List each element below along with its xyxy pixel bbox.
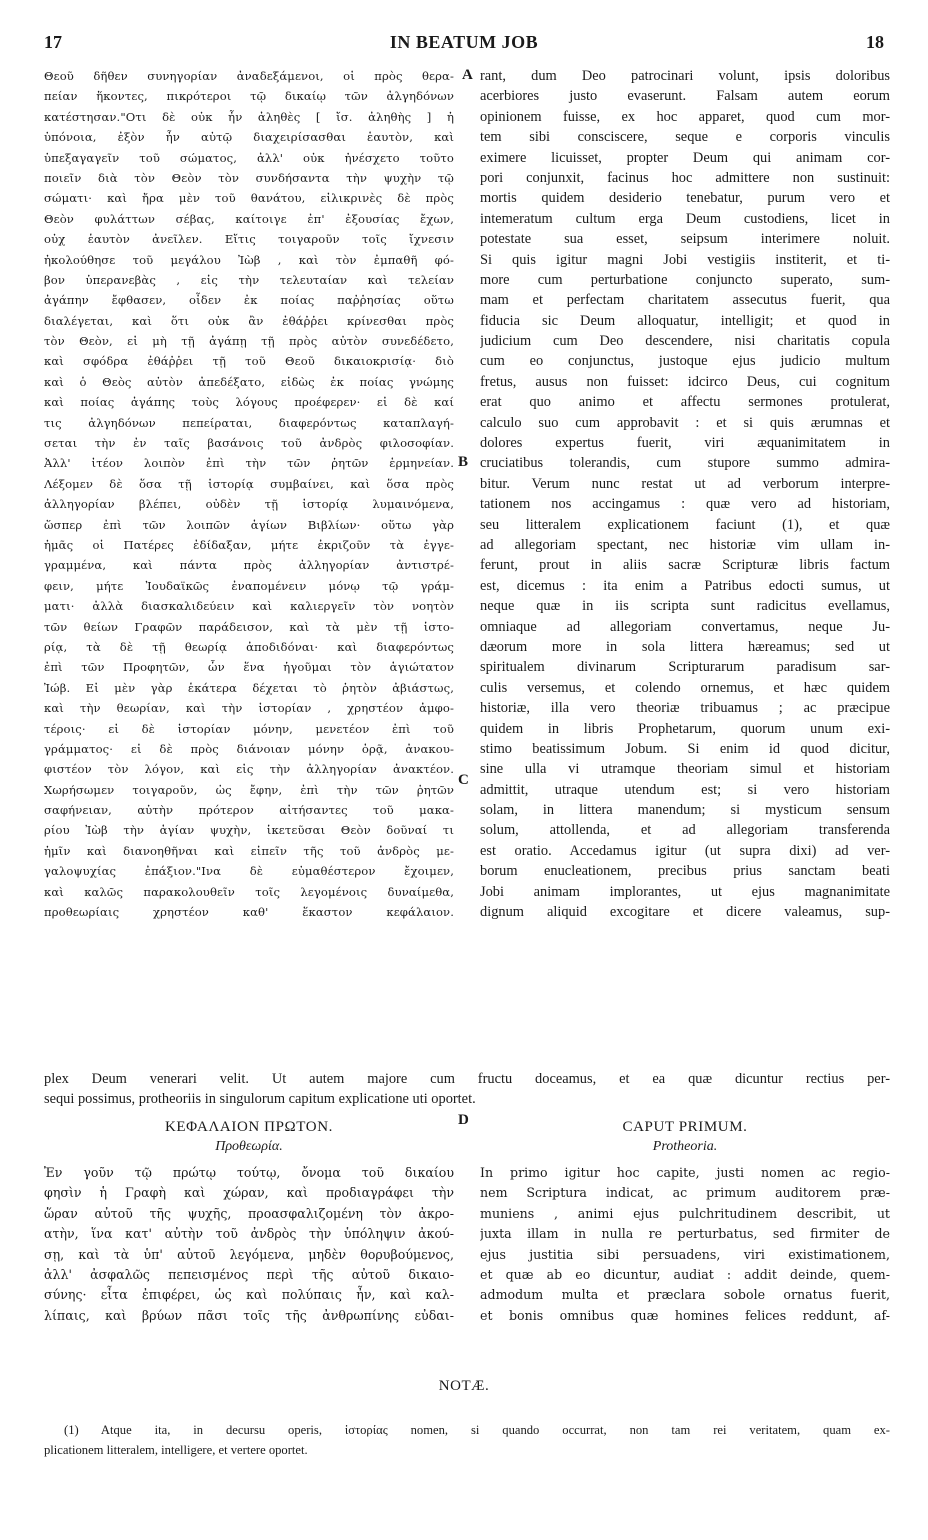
latin-text-line: dæorum more in sola littera hæreamus; sed ut: [480, 638, 890, 655]
greek-text-line: Θεὸν φυλάττων σέβας, καίτοιγε ἐπ' ἐξουσίας ἔχων,: [44, 211, 454, 226]
latin-text-line: solam, in littera manendum; si mysticum sensum: [480, 802, 890, 819]
greek-text-line: καὶ ποίας ἀγάπης τοὺς λόγους προέφερεν· εἰ δὲ καί: [44, 395, 454, 410]
greek-text-line: Χωρήσωμεν τοιγαροῦν, ὡς ἔφην, ἐπὶ τὴν τῶν ῥητῶν: [44, 782, 454, 797]
latin-text-line: et bonis omnibus quæ homines felices reddunt, af-: [480, 1307, 890, 1323]
greek-text-line: Ἐν γοῦν τῷ πρώτῳ τούτῳ, ὄνομα τοῦ δικαίου: [44, 1165, 454, 1180]
latin-text-line: et quæ ab eo dicuntur, audiat : addit deinde, quem-: [480, 1266, 890, 1282]
latin-text-line: more cum perturbatione conjuncto superato, sum-: [480, 271, 890, 288]
greek-text-line: Ἰώβ. Εἰ μὲν γὰρ ἑκάτερα δέχεται τὸ ῥητὸν ἀβιάστως,: [44, 680, 454, 695]
latin-text-line: quidem in libris Prophetarum, quorum unum exi-: [480, 720, 890, 737]
latin-text-line: judicium cum Deo descendere, nisi charitatis copula: [480, 333, 890, 350]
greek-text-line: Θεοῦ δῆθεν συνηγορίαν ἀναδεξάμενοι, οἱ πρὸς θερα-: [44, 69, 454, 83]
greek-chapter-title: ΚΕΦΑΛΑΙΟΝ ΠΡΩΤΟΝ.: [164, 1119, 334, 1135]
footnote-line: (1) Atque ita, in decursu operis, ἱστορίας nomen, si quando occurrat, non tam rei veritatem, quam ex-: [64, 1423, 890, 1437]
latin-chapter-subtitle: Protheoria.: [652, 1139, 718, 1154]
greek-text-line: ὥσπερ ἐπὶ τῶν λοιπῶν ἁγίων Βιβλίων· οὕτω γὰρ: [44, 517, 454, 532]
greek-text-line: ἡμῖν καὶ διανοηθῆναι καὶ εἰπεῖν τῆς τοῦ ἀνδρὸς με-: [44, 843, 454, 858]
greek-text-line: καὶ ὁ Θεὸς αὐτὸν ἀπεδέξατο, εἰδὼς ἐκ ποίας γνώμης: [44, 374, 454, 389]
full-width-text-line: plex Deum venerari velit. Ut autem majore cum fructu doceamus, et ea quæ dicuntur rectius per-: [44, 1071, 890, 1087]
greek-text-line: ἀγάπην ἔφθασεν, οἶδεν ἐκ ποίας παῤῥησίας οὕτω: [44, 293, 454, 308]
greek-text-line: ατὴν, ἵνα κατ' αὐτὴν τοῦ ἀνδρὸς τὴν ὑπόληψιν ἀκού-: [44, 1226, 454, 1242]
greek-text-line: ὑπεξαγαγεῖν τοῦ σώματος, ἀλλ' οὐκ ἠνέσχετο τοῦτο: [44, 150, 454, 165]
greek-text-line: προθεωρίαις χρηστέον καθ' ἕκαστον κεφάλαιον.: [44, 905, 454, 920]
greek-text-line: οὐχ ἑαυτὸν ἀνεῖλεν. Εἴτις τοιγαροῦν τοῖς ἴχνεσιν: [44, 232, 454, 247]
latin-text-line: eximere licuisset, propter Deum qui animam cor-: [480, 149, 890, 166]
greek-text-line: τὸν Θεὸν, εἰ μὴ τῇ ἀγάπῃ τῇ πρὸς αὐτὸν συνεδέδετο,: [44, 334, 454, 349]
latin-text-line: rant, dum Deo patrocinari volunt, ipsis doloribus: [480, 68, 890, 84]
margin-marker-b: B: [458, 454, 469, 470]
right-page-number: 18: [866, 32, 884, 52]
greek-text-line: γαλοψυχίας ἐπάξιον."Ινα δὲ εὐμαθέστερον ἔχοιμεν,: [44, 864, 454, 879]
latin-text-line: Si quis igitur magni Jobi vestigiis institerit, et ti-: [480, 251, 890, 268]
latin-text-line: spiritualem divinarum Scripturarum paradisum sar-: [480, 659, 890, 676]
latin-text-line: dolores expertus fuerit, viri æquanimitatem in: [480, 435, 890, 452]
latin-chapter-title: CAPUT PRIMUM.: [622, 1119, 748, 1135]
greek-text-line: φιστέον τὸν λόγον, καὶ εἰς τὴν ἀλληγορίαν ἀνακτέον.: [44, 762, 454, 777]
greek-text-line: Λέξομεν δὲ ὅσα τῇ ἱστορίᾳ συμβαίνει, καὶ ὅσα πρὸς: [44, 476, 454, 491]
latin-text-line: fretus, ausus non fuisset: idcirco Deus, cui cognitum: [480, 373, 890, 390]
greek-text-line: ποιεῖν διὰ τὸν Θεὸν τὸν συνδήσαντα τὴν ψυχὴν τῷ: [44, 170, 454, 185]
latin-text-line: historiæ, illa vero theoriæ tribuamus ; ac præcipue: [480, 700, 890, 717]
latin-text-line: tem sibi consciscere, seque e corporis vinculis: [480, 129, 890, 146]
latin-text-line: muniens , animi ejus pulchritudinem describit, ut: [480, 1205, 890, 1221]
greek-text-line: ἡμᾶς οἱ Πατέρες ἐδίδαξαν, μήτε ἐκριζοῦν τὰ ἐγγε-: [44, 537, 454, 552]
latin-text-line: nem Scriptura indicat, ac primum auditorem præ-: [480, 1185, 890, 1201]
latin-text-line: ejus justitia sibi persuadens, viri existimationem,: [480, 1246, 890, 1262]
greek-text-line: σῃ, καὶ τὰ ὑπ' αὐτοῦ λεγόμενα, μηδὲν θορυβούμενος,: [44, 1246, 454, 1262]
greek-text-line: ὑπόνοια, ἐξὸν ἦν αὐτῷ διαχειρίσασθαι ἑαυτὸν, καὶ: [44, 130, 454, 145]
full-width-lines: [44, 1069, 890, 1110]
greek-text-line: σεται τὴν ἐν ταῖς βασάνοις τοῦ ἀνδρὸς φιλοσοφίαν.: [44, 436, 454, 451]
greek-text-line: λίπαις, καὶ βρύων πᾶσι τοῖς τῆς ἀνθρωπίνης εὐδαι-: [44, 1307, 454, 1323]
latin-text-line: seu litteralem explicationem faciunt (1), et quæ: [480, 516, 890, 533]
latin-text-line: neque quæ in iis scripta sunt radicitus evellamus,: [480, 598, 890, 615]
latin-text-line: erat quo animo et affectu sermones protulerat,: [480, 394, 890, 411]
greek-text-line: τέροις· εἰ δὲ ἱστορίαν μόνην, μενετέον ἐπὶ τοῦ: [44, 721, 454, 736]
greek-column-bottom: [44, 1163, 454, 1326]
latin-text-line: ferunt, prout in aliis sacræ Scripturæ libris factum: [480, 557, 890, 574]
greek-text-line: ἐπὶ τῶν Προφητῶν, ὧν ἕνα ἡγοῦμαι τὸν ἁγιώτατον: [44, 660, 454, 675]
latin-text-line: acerbiores justo evaserunt. Falsam autem eorum: [480, 88, 890, 105]
latin-text-line: bitur. Verum nunc restat ut ad verborum interpre-: [480, 475, 890, 492]
latin-text-line: juxta illam in nulla re perturbatus, sed firmiter de: [480, 1226, 890, 1242]
greek-text-line: βον ὑπερανεβὰς , εἰς τὴν τελευταίαν καὶ τελείαν: [44, 272, 454, 287]
latin-text-line: borum enucleationem, precibus prius sanctam beati: [480, 863, 890, 880]
full-width-text-line: sequi possimus, protheoriis in singulorum capitum explicatione uti oportet.: [44, 1091, 476, 1108]
latin-text-line: mortis quidem desiderio tenebatur, purum vero et: [480, 190, 890, 207]
greek-column-top: [44, 66, 454, 922]
greek-text-line: ρίου Ἰὼβ τὴν ἁγίαν ψυχὴν, ἱκετεῦσαι Θεὸν δοῦναί τι: [44, 823, 454, 838]
greek-text-line: τῶν θείων Γραφῶν παράδεισον, καὶ τὰ μὲν τῇ ἱστο-: [44, 619, 454, 634]
latin-column-bottom: [480, 1163, 890, 1326]
greek-text-line: κατέστησαν."Οτι δὲ οὐκ ἦν ἀληθὲς [ ἴσ. ἀληθὴς ] ἡ: [44, 109, 454, 124]
latin-text-line: intemeratum cultum erga Deum custodiens, licet in: [480, 210, 890, 227]
greek-text-line: Ἀλλ' ἰτέον λοιπὸν ἐπὶ τὴν τῶν ῥητῶν ἑρμηνείαν.: [44, 456, 454, 471]
greek-text-line: ἀλληγορίαν βλέπει, οὐδὲν τῇ ἱστορίᾳ λυμαινόμενα,: [44, 497, 454, 512]
greek-text-line: ἀλλ' ἀσφαλῶς πεπεισμένος περὶ τῆς αὐτοῦ δικαιο-: [44, 1266, 454, 1282]
greek-text-line: τις ἀλγηδόνων πεπείραται, διαφερόντως καταπλαγή-: [44, 415, 454, 430]
greek-chapter-heading: [44, 1117, 454, 1157]
notes-title: NOTÆ.: [438, 1378, 490, 1394]
greek-text-line: σώματι· καὶ ἤρα μὲν τοῦ θανάτου, εἰλικρινὲς δὲ πρὸς: [44, 191, 454, 206]
greek-chapter-subtitle: Προθεωρία.: [215, 1139, 283, 1154]
latin-text-line: fiducia sic Deum alloquatur, intelligit; et quod in: [480, 312, 890, 329]
latin-text-line: cum eo conjunctus, justoque ejus judicio multum: [480, 353, 890, 370]
running-title: IN BEATUM JOB: [389, 32, 539, 52]
latin-text-line: ad allegoriam spectant, nec historiæ vim ullam in-: [480, 536, 890, 553]
greek-text-line: φησὶν ἡ Γραφὴ καὶ χώραν, καὶ προδιαγράφει τὴν: [44, 1185, 454, 1201]
latin-text-line: mam et perfectam charitatem assecutus fuerit, qua: [480, 292, 890, 309]
margin-marker-d: D: [458, 1112, 469, 1128]
latin-text-line: cruciatibus tolerandis, cum stupore summo admira-: [480, 455, 890, 472]
latin-text-line: calculo suo cum approbavit : et si quis ærumnas et: [480, 414, 890, 431]
latin-text-line: sine ulla vi utramque theoriam simul et historiam: [480, 761, 890, 778]
footnote-line: plicationem litteralem, intelligere, et vertere oportet.: [44, 1443, 308, 1457]
left-page-number: 17: [44, 32, 62, 52]
greek-text-line: γραμμένα, καὶ πάντα πρὸς ἀλληγορίαν ἀντιστρέ-: [44, 558, 454, 573]
latin-chapter-heading: [480, 1117, 890, 1157]
greek-text-line: πείαν ἥκοντες, πικρότεροι τῷ δικαίῳ τῶν ἀλγηδόνων: [44, 89, 454, 104]
greek-text-line: ἠκολούθησε τοῦ μεγάλου Ἰὼβ , καὶ τὸν ἐμπαθῆ φό-: [44, 252, 454, 267]
greek-text-line: καὶ σφόδρα ἐθάῤῥει τῇ τοῦ Θεοῦ δικαιοκρισίᾳ· διὸ: [44, 354, 454, 369]
greek-text-line: σαφήνειαν, αὐτὴν πρότερον αἰτήσαντες τοῦ μακα-: [44, 803, 454, 818]
greek-text-line: γράμματος· εἰ δὲ πρὸς διάνοιαν μόνην ὁρᾷ, ἀνακου-: [44, 741, 454, 756]
latin-text-line: admodum multa et præclara sobole ornatus fuerit,: [480, 1287, 890, 1303]
latin-column-top: [480, 66, 890, 922]
greek-text-line: ματι· ἀλλὰ διασκαλιδεύειν καὶ καλιεργεῖν τὸν νοητὸν: [44, 599, 454, 614]
greek-text-line: διαλέγεται, καὶ ὅτι οὐκ ἂν ἐθάῤῥει κρίνεσθαι πρὸς: [44, 313, 454, 328]
greek-text-line: φειν, μήτε Ἰουδαϊκῶς ἐναπομένειν μόνῳ τῷ γράμ-: [44, 578, 454, 593]
greek-text-line: καὶ τὴν θεωρίαν, καὶ τὴν ἱστορίαν , χρηστέον ἀμφο-: [44, 701, 454, 716]
latin-text-line: culis versemus, et colendo ornemus, et hæc quidem: [480, 679, 890, 696]
latin-text-line: pori conjunxit, facinus hoc admittere non sustinuit:: [480, 169, 890, 186]
greek-text-line: καὶ καλῶς παρακολουθεῖν τοῖς λεγομένοις δυναίμεθα,: [44, 884, 454, 899]
footnotes: [44, 1420, 890, 1460]
running-header: [44, 32, 884, 54]
latin-text-line: est, dicemus : ita enim a Patribus edocti sumus, ut: [480, 577, 890, 594]
latin-text-line: omniaque ad allegoriam convertamus, neque Ju-: [480, 618, 890, 635]
greek-text-line: ὥραν αὐτοῦ τῆς ψυχῆς, προασφαλιζομένη τὸν ἀκρο-: [44, 1205, 454, 1221]
latin-text-line: stimo beatissimum Jobum. Si enim id quod dicitur,: [480, 740, 890, 757]
latin-text-line: In primo igitur hoc capite, justi nomen ac regio-: [480, 1165, 890, 1180]
chapter-headings: [44, 1117, 890, 1161]
latin-text-line: opinionem fuisse, ex hoc apparet, quod cum mor-: [480, 108, 890, 125]
margin-marker-c: C: [458, 772, 469, 788]
latin-text-line: admittit, utraque utendum est; si vero historiam: [480, 781, 890, 798]
latin-text-line: potestate sua esset, seipsum interimere noluit.: [480, 231, 890, 248]
latin-text-line: Jobi animam implorantes, ut ejus magnanimitate: [480, 883, 890, 900]
greek-text-line: ρίᾳ, τὰ δὲ τῇ θεωρίᾳ ἀποδιδόναι· καὶ διαφερόντως: [44, 639, 454, 654]
latin-text-line: solum, attollenda, et ad allegoriam transferenda: [480, 822, 890, 839]
latin-text-line: dignum aliquid excogitare et dicere valeamus, sup-: [480, 904, 890, 921]
latin-text-line: tationem nos accingamus : quæ vero ad historiam,: [480, 496, 890, 513]
latin-text-line: est oratio. Accedamus igitur (ut supra dixi) ad ver-: [480, 842, 890, 859]
margin-marker-a: A: [462, 67, 473, 83]
greek-text-line: σύνης· εἶτα ἐπιφέρει, ὡς καὶ πολύπαις ἦν, καὶ καλ-: [44, 1287, 454, 1303]
